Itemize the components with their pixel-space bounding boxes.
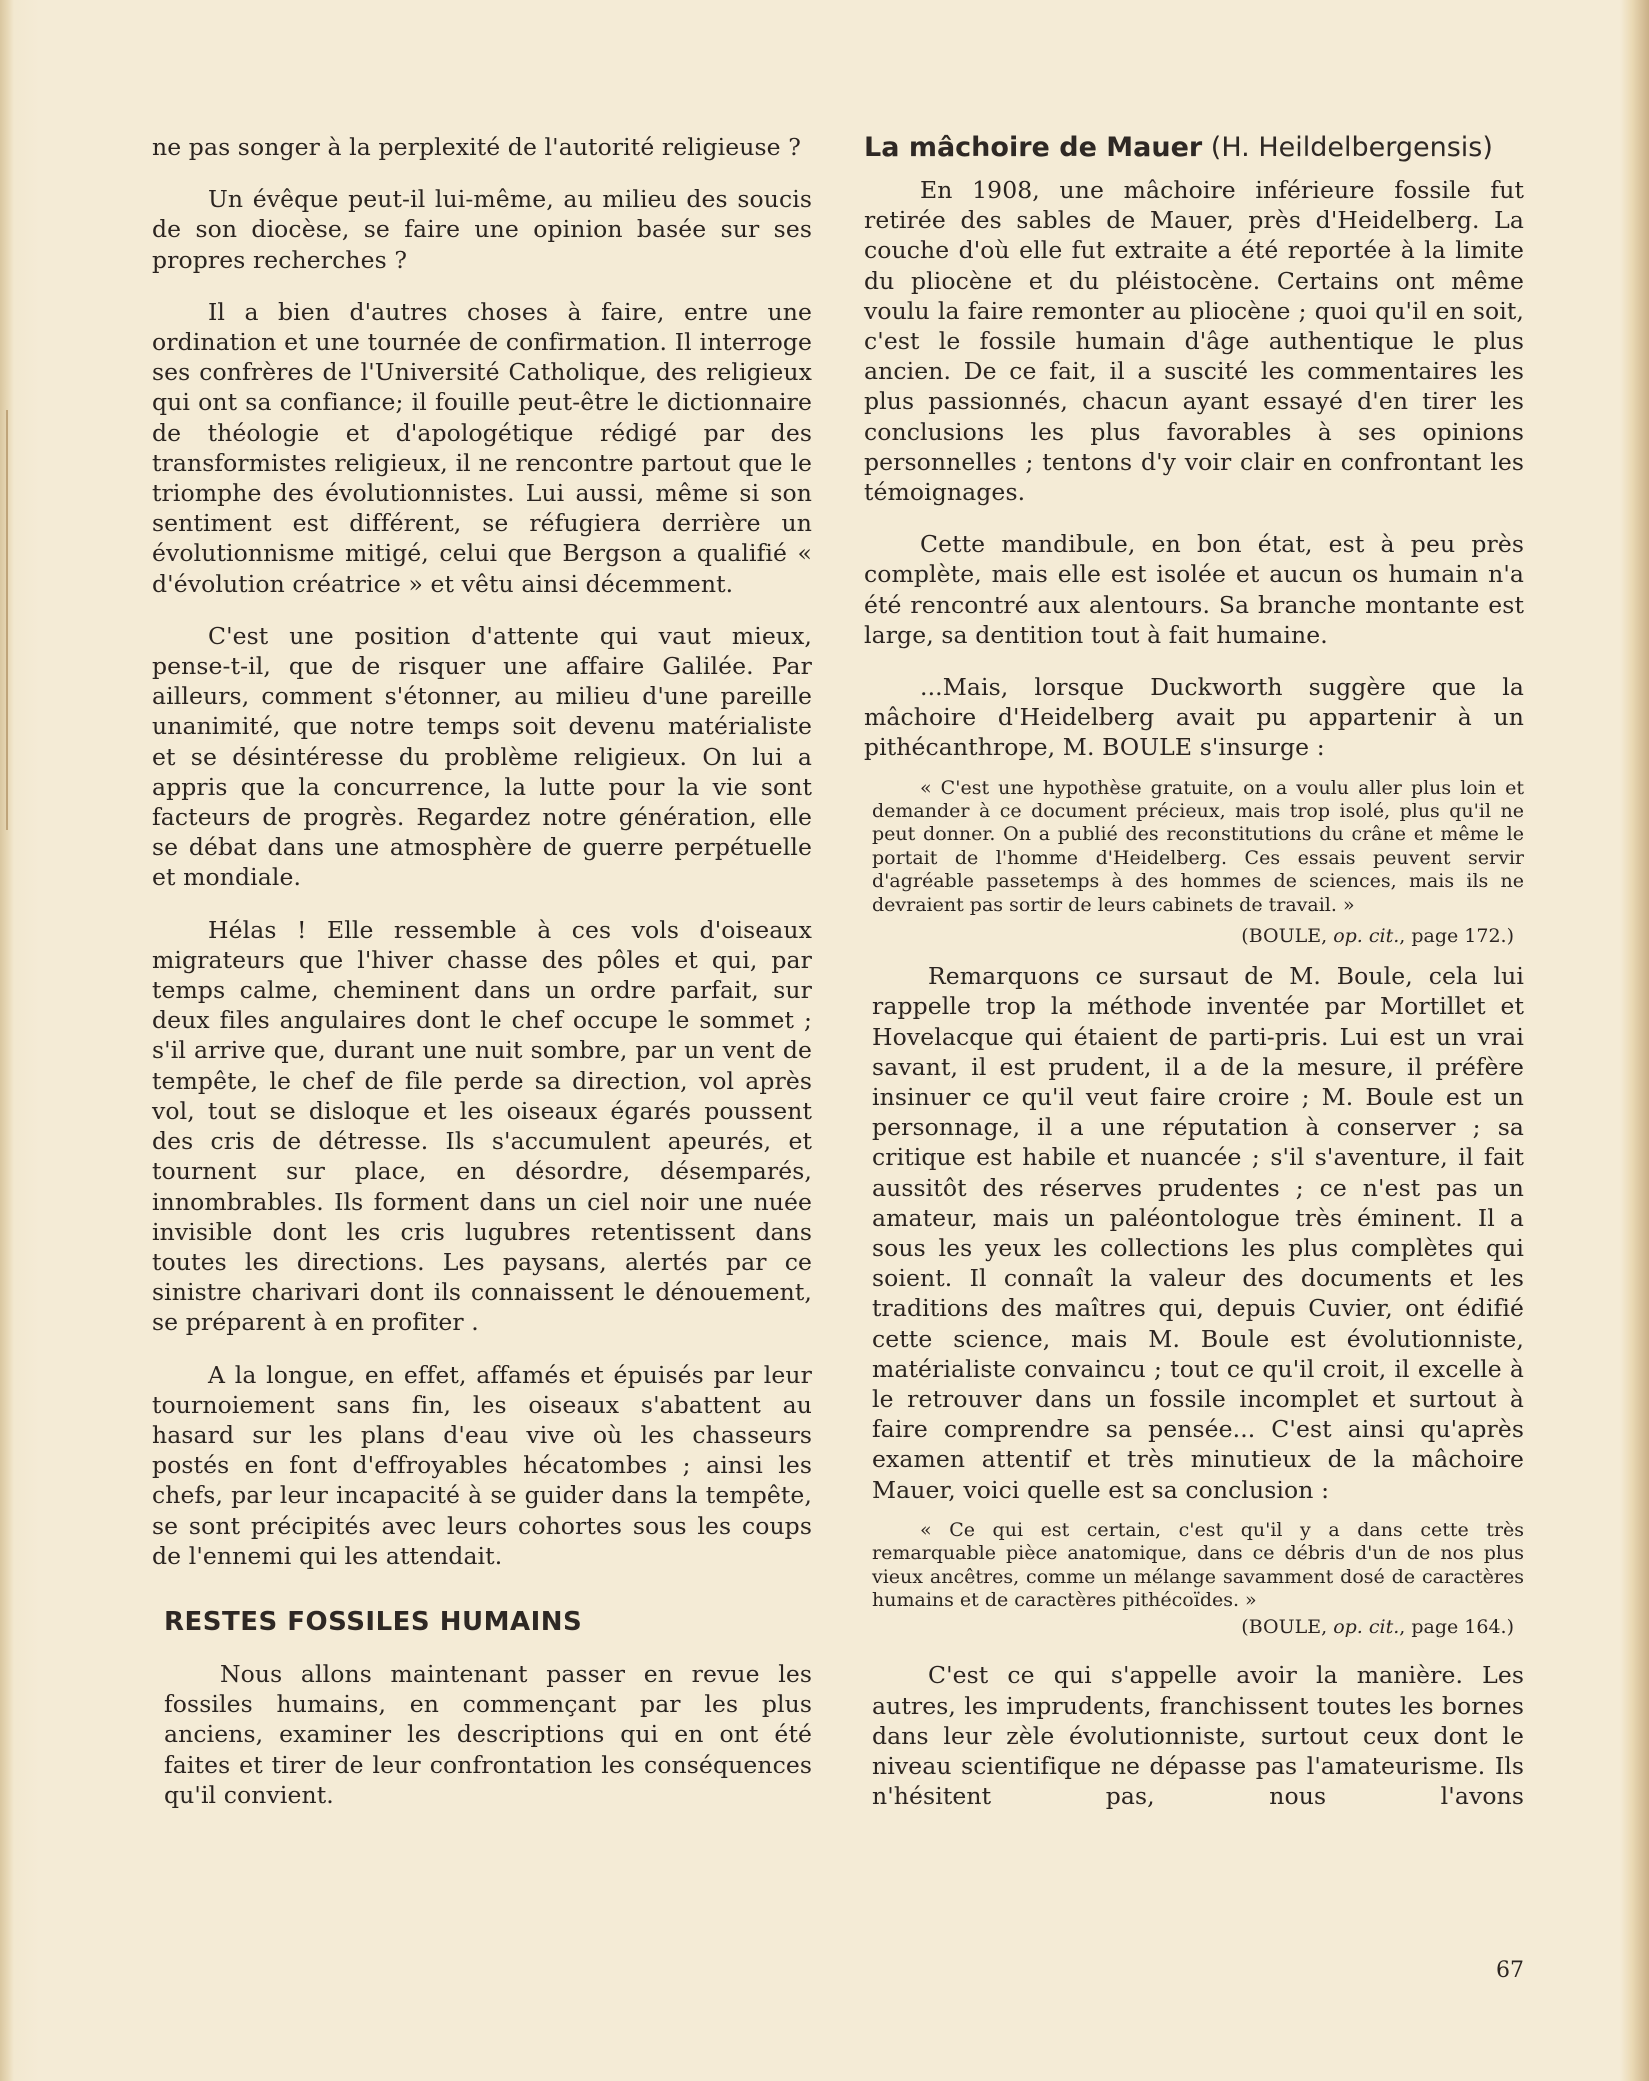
paragraph: Nous allons maintenant passer en revue les fossiles humains, en commençant par les plus anciens, examiner les descriptions qui en ont été faites et tirer de leur confrontation les conséquences qu'il convient. <box>164 1659 812 1809</box>
left-column <box>152 132 812 1810</box>
paragraph: C'est une position d'attente qui vaut mieux, pense-t-il, que de risquer une affaire Galilée. Par ailleurs, comment s'étonner, au milieu d'une pareille unanimité, que notre temps soit devenu matérialiste et se désintéresse du problème religieux. On lui a appris que la concurrence, la lutte pour la vie sont facteurs de progrès. Regardez notre génération, elle se débat dans une atmosphère de guerre perpétuelle et mondiale. <box>152 621 812 892</box>
citation-page: , page 164.) <box>1399 1616 1514 1639</box>
citation-op-cit: op. cit. <box>1333 1616 1400 1639</box>
subsection-heading <box>864 132 1524 163</box>
page-number: 67 <box>1496 1958 1524 1983</box>
subsection-heading-title: La mâchoire de Mauer <box>864 132 1203 163</box>
subsection-heading-species: (H. Heildelbergensis) <box>1202 132 1493 163</box>
paragraph: Un évêque peut-il lui-même, au milieu des soucis de son diocèse, se faire une opinion basée sur ses propres recherches ? <box>152 185 812 274</box>
citation-author: (BOULE, <box>1241 1616 1334 1639</box>
right-column <box>864 132 1524 1811</box>
paragraph: Cette mandibule, en bon état, est à peu près complète, mais elle est isolée et aucun os humain n'a été rencontré aux alentours. Sa branche montante est large, sa dentition tout à fait humaine. <box>864 530 1524 649</box>
paragraph: C'est ce qui s'appelle avoir la manière. Les autres, les imprudents, franchissent toutes les bornes dans leur zèle évolutionniste, surtout ceux dont le niveau scientifique ne dépasse pas l'amateurisme. Ils n'hésitent pas, nous l'avons <box>872 1661 1524 1811</box>
paragraph: ne pas songer à la perplexité de l'autorité religieuse ? <box>152 133 801 161</box>
paragraph: ...Mais, lorsque Duckworth suggère que la mâchoire d'Heidelberg avait pu appartenir à un pithécanthrope, M. BOULE s'insurge : <box>864 673 1524 762</box>
block-quote <box>864 1519 1524 1613</box>
block-quote <box>864 777 1524 917</box>
paragraph: Hélas ! Elle ressemble à ces vols d'oiseaux migrateurs que l'hiver chasse des pôles et qui, par temps calme, cheminent dans un ordre parfait, sur deux files angulaires dont le chef occupe le sommet ; s'il arrive que, durant une nuit sombre, par un vent de tempête, le chef de file perde sa direction, vol après vol, tout se disloque et les oiseaux égarés poussent des cris de détresse. Ils s'accumulent apeurés, et tournent sur place, en désordre, désemparés, innombrables. Ils forment dans un ciel noir une nuée invisible dont les cris lugubres retentissent dans toutes les directions. Les paysans, alertés par ce sinistre charivari dont ils connaissent le dénouement, se préparent à en profiter . <box>152 915 812 1337</box>
paragraph: Remarquons ce sursaut de M. Boule, cela lui rappelle trop la méthode inventée par Mortillet et Hovelacque qui étaient de parti-pris. Lui est un vrai savant, il est prudent, il a de la mesure, il préfère insinuer ce qu'il veut faire croire ; M. Boule est un personnage, il a une réputation à conserver ; sa critique est habile et nuancée ; s'il s'aventure, il fait aussitôt des réserves prudentes ; ce n'est pas un amateur, mais un paléontologue très éminent. Il a sous les yeux les collections les plus complètes qui soient. Il connaît la valeur des documents et les traditions des maîtres qui, depuis Cuvier, ont édifié cette science, mais M. Boule est évolutionniste, matérialiste convaincu ; tout ce qu'il croit, il excelle à le retrouver dans un fossile incomplet et surtout à faire comprendre sa pensée... C'est ainsi qu'après examen attentif et très minutieux de la mâchoire Mauer, voici quelle est sa conclusion : <box>872 962 1524 1504</box>
citation-author: (BOULE, <box>1241 925 1334 948</box>
paragraph: En 1908, une mâchoire inférieure fossile fut retirée des sables de Mauer, près d'Heidelberg. La couche d'où elle fut extraite a été reportée à la limite du pliocène et du pléistocène. Certains ont même voulu la faire remonter au pliocène ; quoi qu'il en soit, c'est le fossile humain d'âge authentique le plus ancien. De ce fait, il a suscité les commentaires les plus passionnés, chacun ayant essayé d'en tirer les conclusions les plus favorables à ses opinions personnelles ; tentons d'y voir clair en confrontant les témoignages. <box>864 176 1524 507</box>
citation <box>864 1616 1524 1638</box>
section-heading: RESTES FOSSILES HUMAINS <box>164 1606 583 1637</box>
citation-op-cit: op. cit. <box>1333 925 1400 948</box>
citation <box>864 925 1524 947</box>
quote-text: « Ce qui est certain, c'est qu'il y a dans cette très remarquable pièce anatomique, dans ce débris d'un de nos plus vieux ancêtres, comme un mélange savamment dosé de caractères humains et de caractères pithécoïdes. » <box>872 1518 1524 1611</box>
paragraph: Il a bien d'autres choses à faire, entre une ordination et une tournée de confirmation. Il interroge ses confrères de l'Université Catholique, des religieux qui ont sa confiance; il fouille peut-être le dictionnaire de théologie et d'apologétique rédigé par des transformistes religieux, il ne rencontre partout que le triomphe des évolutionnistes. Lui aussi, même si son sentiment est différent, se réfugiera derrière un évolutionnisme mitigé, celui que Bergson a qualifié « d'évolution créatrice » et vêtu ainsi décemment. <box>152 297 812 598</box>
paragraph: A la longue, en effet, affamés et épuisés par leur tournoiement sans fin, les oiseaux s'abattent au hasard sur les plans d'eau vive où les chasseurs postés en font d'effroyables hécatombes ; ainsi les chefs, par leur incapacité à se guider dans la tempête, se sont précipités avec leurs cohortes sous les coups de l'ennemi qui les attendait. <box>152 1360 812 1570</box>
quote-text: « C'est une hypothèse gratuite, on a voulu aller plus loin et demander à ce document précieux, mais trop isolé, plus qu'il ne peut donner. On a publié des reconstitutions du crâne et même le portait de l'homme d'Heidelberg. Ces essais peuvent servir d'agréable passetemps à des hommes de sciences, mais ils ne devraient pas sortir de leurs cabinets de travail. » <box>872 776 1524 916</box>
left-binding-edge <box>6 410 8 830</box>
citation-page: , page 172.) <box>1399 925 1514 948</box>
